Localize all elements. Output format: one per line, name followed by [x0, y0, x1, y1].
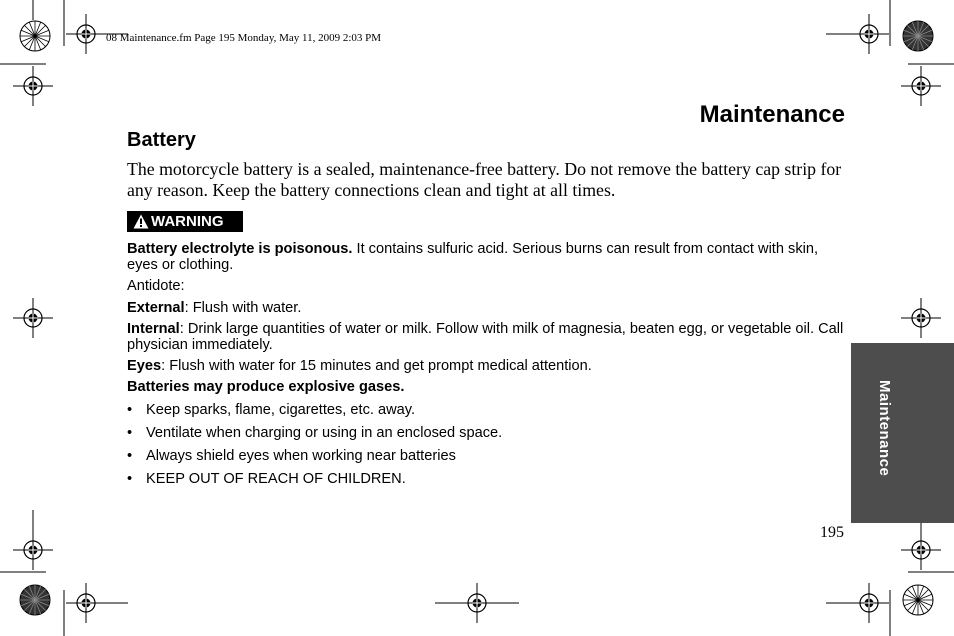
- file-info-header: 08 Maintenance.fm Page 195 Monday, May 11, 2009 2:03 PM: [106, 32, 382, 44]
- electrolyte-lead: Battery electrolyte is poisonous.: [127, 241, 353, 257]
- eyes-antidote: [127, 358, 849, 374]
- gases-heading: Batteries may produce explosive gases.: [127, 379, 405, 395]
- bullet-dot: •: [127, 471, 133, 487]
- antidote-label: Antidote:: [127, 278, 185, 294]
- list-item: • Always shield eyes when working near batteries: [127, 448, 456, 464]
- internal-text: : Drink large quantities of water or milk. Follow with milk of magnesia, beaten egg, or vegetable oil. Call physician immediately.: [127, 321, 844, 353]
- external-antidote: [127, 300, 849, 316]
- bullet-dot: •: [127, 448, 133, 464]
- bullet-dot: •: [127, 425, 133, 441]
- section-title: Battery: [127, 129, 196, 151]
- internal-antidote: [127, 321, 849, 353]
- internal-label: Internal: [127, 321, 180, 337]
- electrolyte-warning: [127, 241, 849, 273]
- list-item: • Keep sparks, flame, cigarettes, etc. away.: [127, 402, 416, 418]
- warning-triangle-icon: [133, 214, 149, 229]
- external-label: External: [127, 300, 185, 316]
- bullet-dot: •: [127, 402, 133, 418]
- external-text: : Flush with water.: [184, 300, 302, 316]
- warning-badge: [127, 211, 243, 232]
- side-tab-label: Maintenance: [876, 380, 893, 477]
- electrolyte-text: It contains sulfuric acid. Serious burns can result from contact with skin, eyes or clothing.: [127, 241, 819, 273]
- page-number: 195: [820, 524, 844, 541]
- eyes-label: Eyes: [127, 358, 162, 374]
- eyes-text: : Flush with water for 15 minutes and get prompt medical attention.: [161, 358, 592, 374]
- list-item: • KEEP OUT OF REACH OF CHILDREN.: [127, 471, 406, 487]
- chapter-side-tab: [851, 343, 954, 523]
- chapter-title: Maintenance: [699, 101, 845, 128]
- intro-paragraph: The motorcycle battery is a sealed, maintenance-free battery. Do not remove the battery cap strip for any reason. Keep the battery connections clean and tight at all times.: [127, 159, 842, 200]
- warning-label: WARNING: [151, 213, 224, 230]
- list-item: • Ventilate when charging or using in an enclosed space.: [127, 425, 503, 441]
